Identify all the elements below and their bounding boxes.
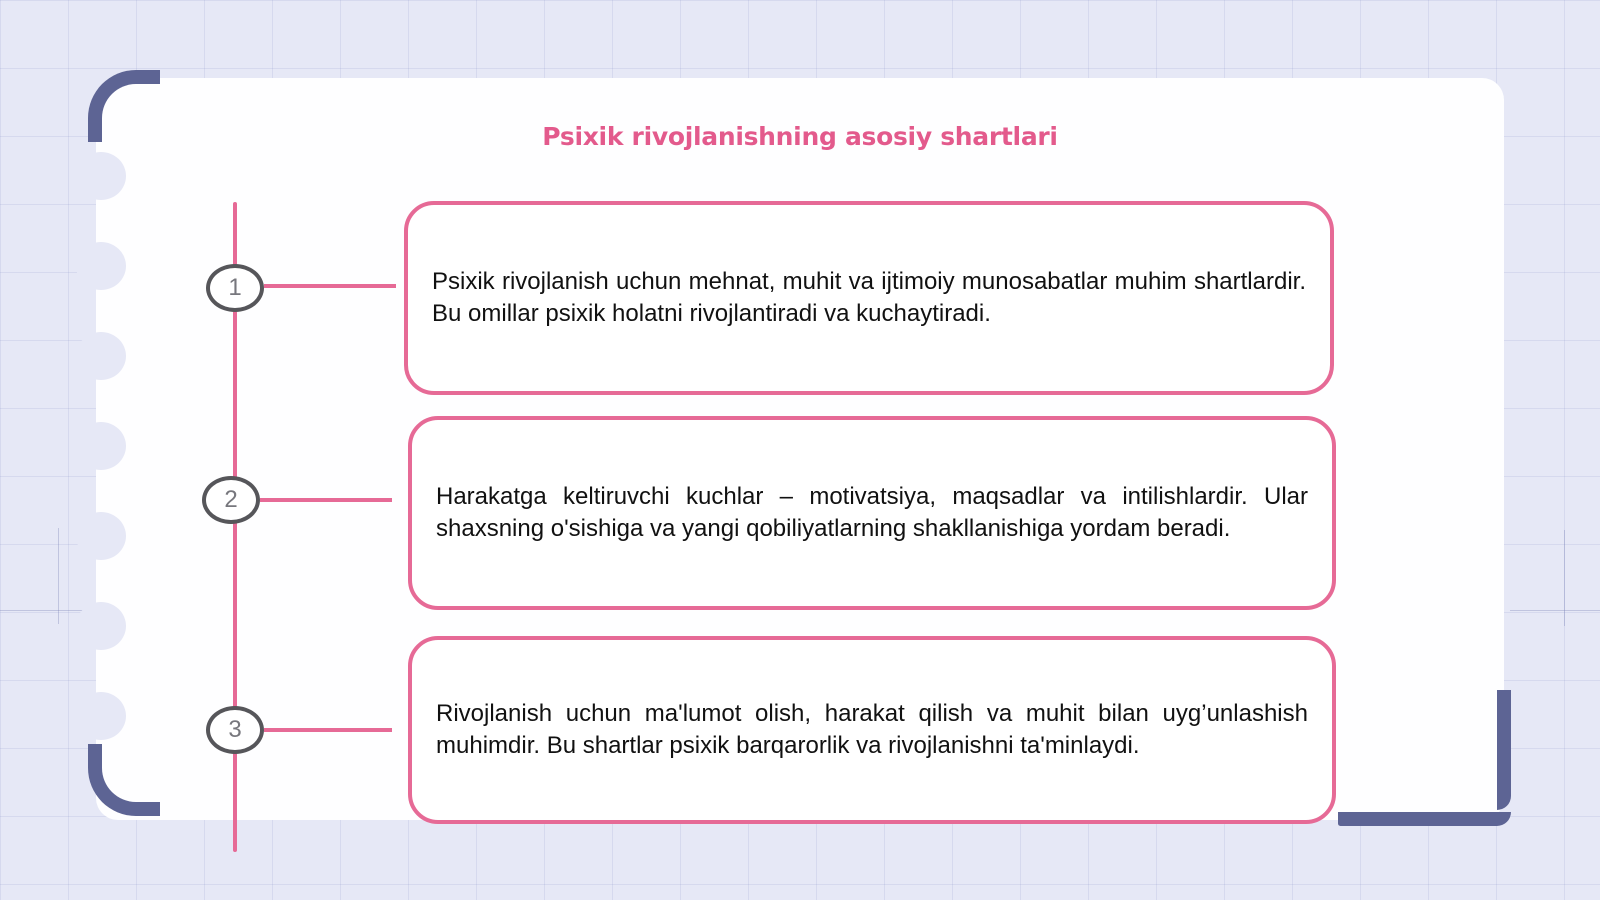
step-text: Psixik rivojlanish uchun mehnat, muhit va ijtimoiy munosabatlar muhim shartlardir. Bu omillar psixik holatni rivojlantiradi va kuchaytiradi. (432, 268, 1306, 327)
paper-notch (76, 602, 126, 650)
paper-notch (76, 512, 126, 560)
paper-notch (76, 242, 126, 290)
step-connector (260, 498, 392, 502)
grid-crosshair-right-h (1510, 610, 1600, 611)
step-card (404, 201, 1334, 395)
frame-corner-bottom-right-vertical (1497, 690, 1511, 810)
step-number-circle: 1 (206, 264, 264, 312)
grid-crosshair-right (1564, 530, 1565, 626)
frame-corner-bottom-right-horizontal (1338, 812, 1511, 826)
step-card (408, 636, 1336, 824)
step-number-circle: 3 (206, 706, 264, 754)
paper-notch (76, 692, 126, 740)
step-text: Harakatga keltiruvchi kuchlar – motivatsiya, maqsadlar va intilishlardir. Ular shaxsning o'sishiga va yangi qobiliyatlarning shakllanishiga yordam beradi. (436, 483, 1308, 542)
step-connector (264, 728, 392, 732)
slide-title: Psixik rivojlanishning asosiy shartlari (542, 122, 1058, 151)
step-text: Rivojlanish uchun ma'lumot olish, harakat qilish va muhit bilan uyg’unlashish muhimdir. Bu shartlar psixik barqarorlik va rivojlanishni ta'minlaydi. (436, 700, 1308, 759)
paper-notch (76, 422, 126, 470)
paper-notch (76, 332, 126, 380)
step-connector (264, 284, 396, 288)
paper-notch (76, 152, 126, 200)
step-number-circle: 2 (202, 476, 260, 524)
step-card (408, 416, 1336, 610)
